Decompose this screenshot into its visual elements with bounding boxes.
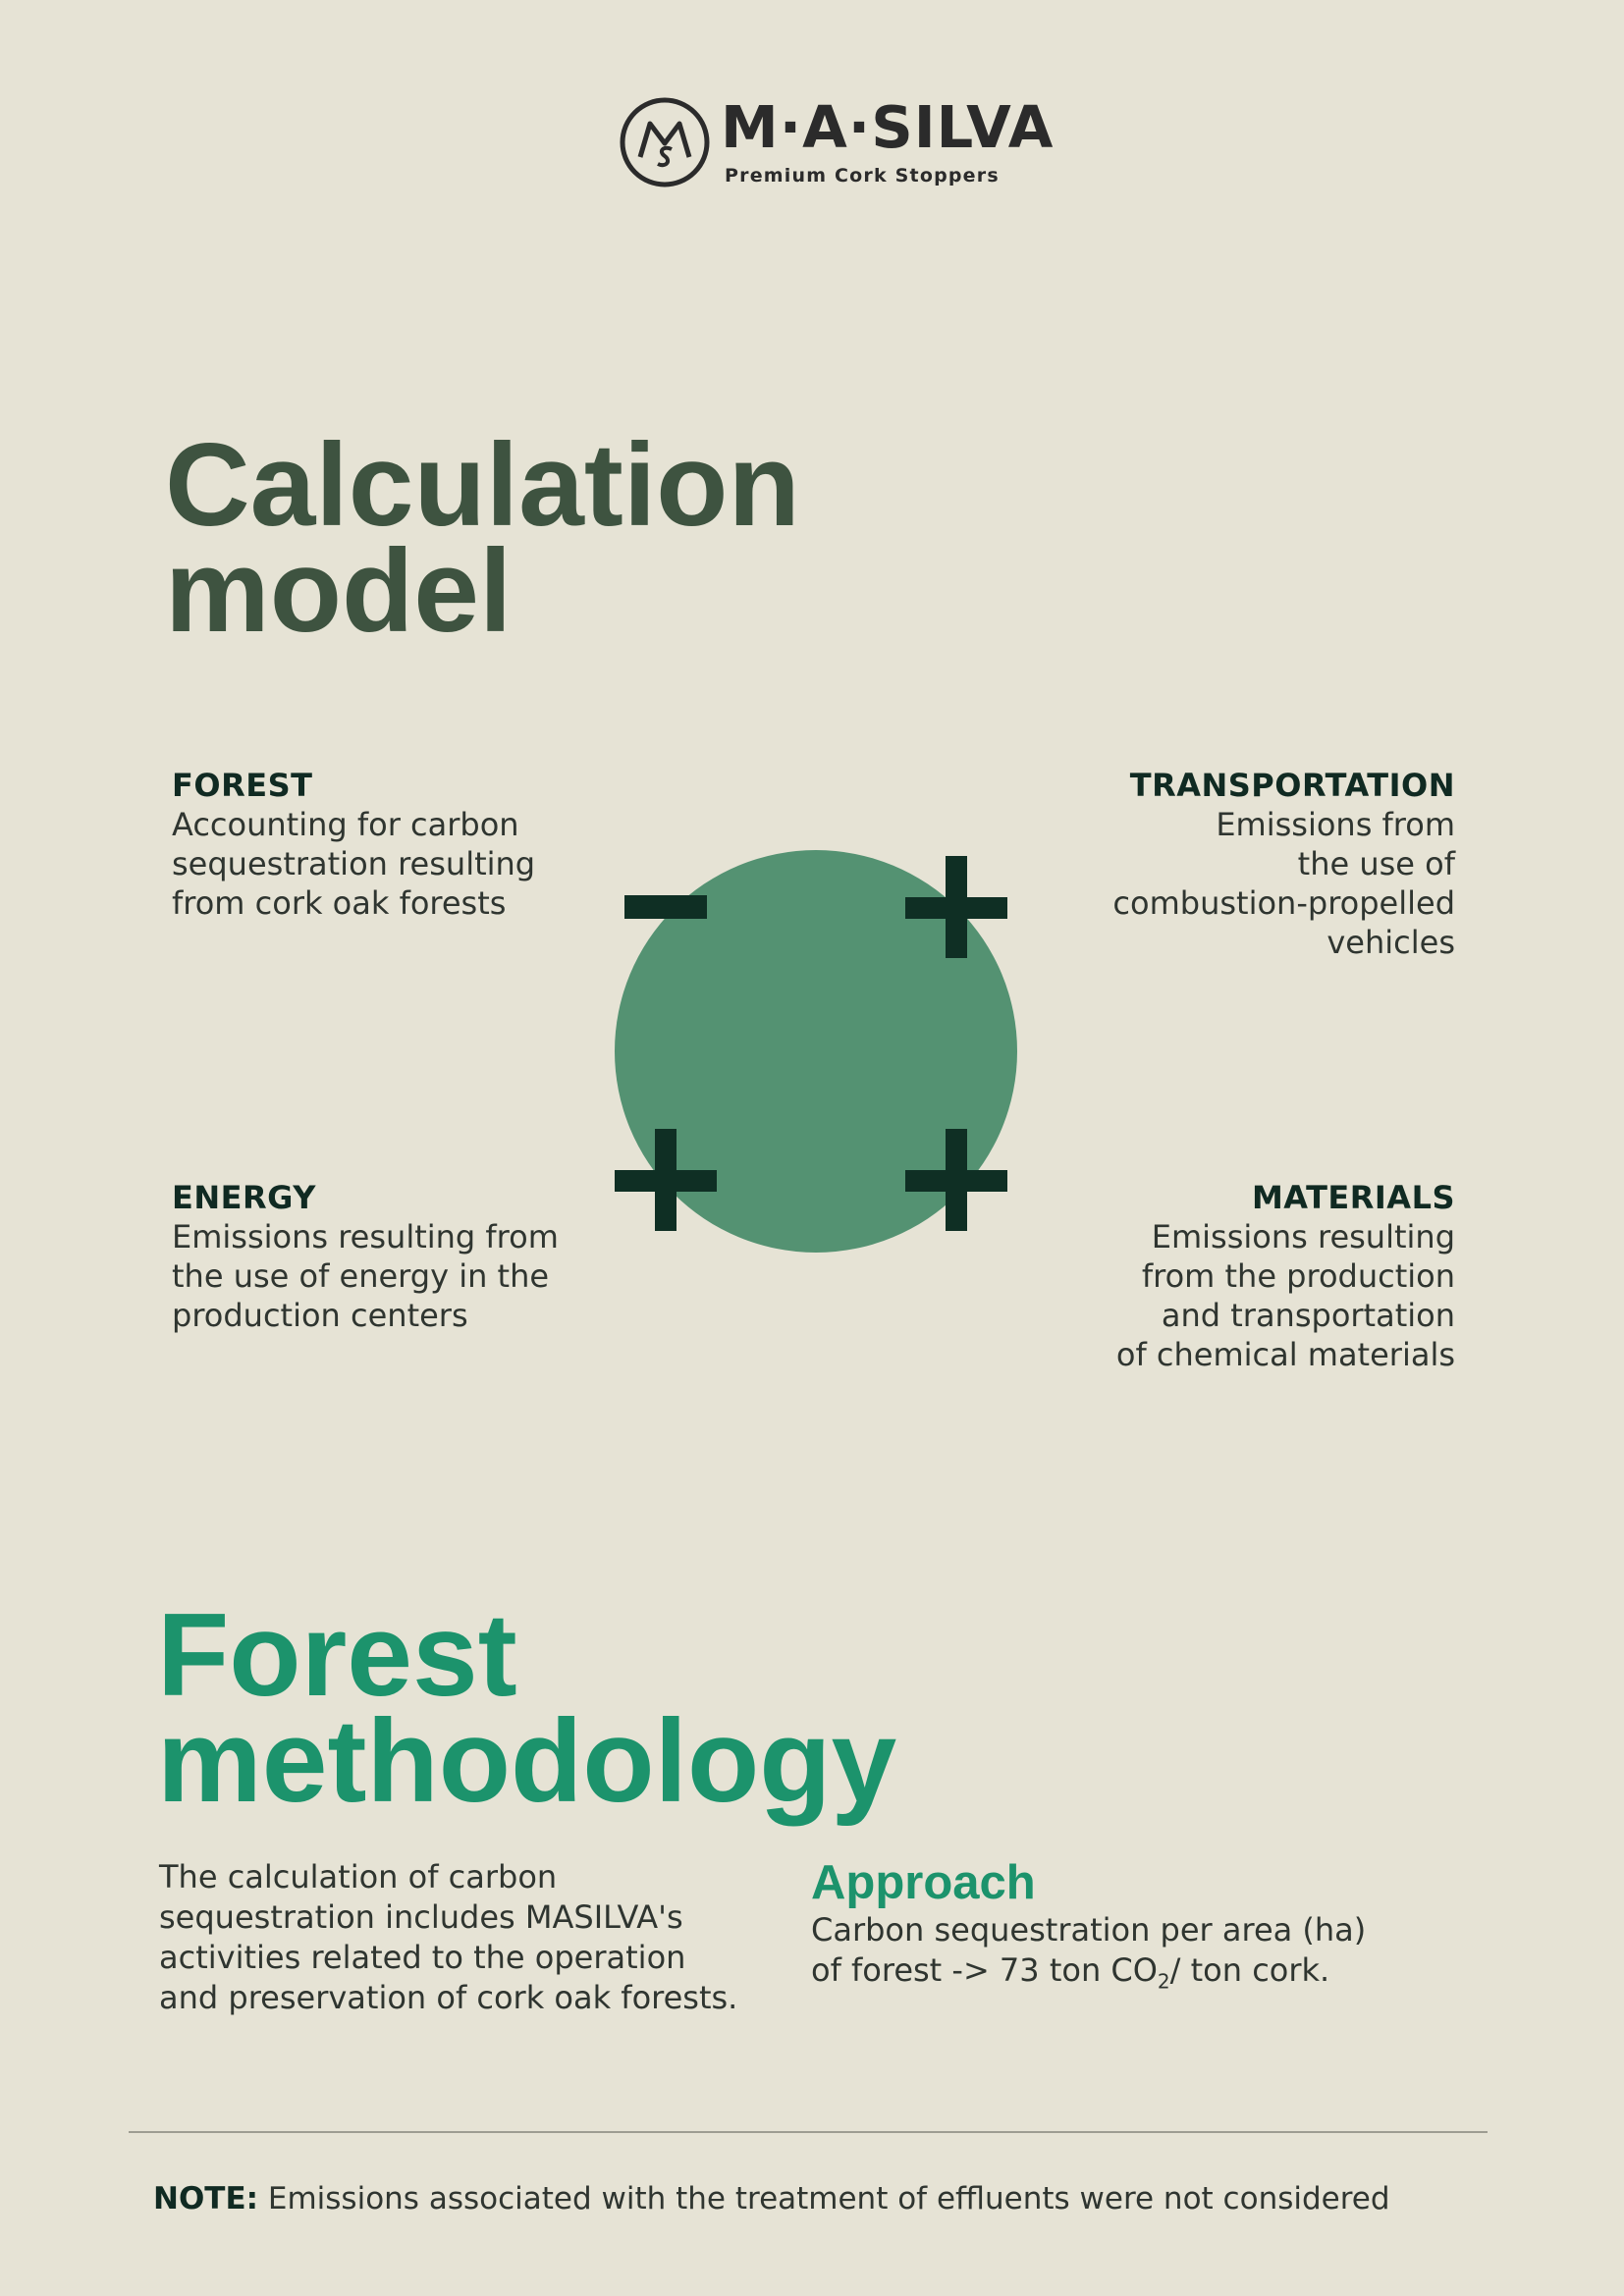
body-line: activities related to the operation [159, 1939, 686, 1976]
title-line: model [165, 525, 513, 657]
approach-line: Carbon sequestration per area (ha) [811, 1911, 1367, 1949]
transportation-label: TRANSPORTATION [1129, 767, 1455, 804]
masilva-monogram-icon [619, 96, 711, 188]
description-line: sequestration resulting [172, 845, 536, 882]
materials-block [984, 1178, 1455, 1374]
brand-name: M·A·SILVA [721, 93, 1055, 161]
brand-tagline: Premium Cork Stoppers [725, 165, 1000, 187]
description-line: Emissions from [1216, 806, 1455, 843]
plus-icon [905, 856, 1007, 958]
description-line: Emissions resulting [1151, 1218, 1455, 1255]
approach-title: Approach [811, 1856, 1036, 1909]
approach-text [811, 1910, 1420, 2002]
brand-logo [619, 93, 1055, 192]
approach-line-suffix: / ton cork. [1169, 1951, 1330, 1989]
description-line: and transportation [1161, 1297, 1455, 1334]
description-line: combustion-propelled [1112, 884, 1455, 922]
description-line: the use of [1297, 845, 1455, 882]
divider [129, 2131, 1488, 2133]
forest-label: FOREST [172, 767, 313, 804]
body-line: The calculation of carbon [159, 1858, 558, 1896]
description-line: the use of energy in the [172, 1257, 550, 1295]
approach-line [811, 1950, 1420, 2002]
minus-icon [624, 856, 727, 958]
footnote [153, 2181, 1528, 2216]
transportation-description [984, 805, 1455, 962]
forest-methodology-title [157, 1589, 897, 1827]
description-line: Accounting for carbon [172, 806, 519, 843]
title-line: Forest [157, 1589, 517, 1721]
body-line: and preservation of cork oak forests. [159, 1979, 738, 2016]
materials-label: MATERIALS [1251, 1179, 1455, 1216]
title-line: Calculation [165, 419, 800, 551]
description-line: Emissions resulting from [172, 1218, 559, 1255]
energy-description [172, 1217, 643, 1335]
title-line: methodology [157, 1695, 897, 1827]
approach-block [811, 1855, 1420, 2002]
calculation-model-title [165, 419, 800, 657]
forest-methodology-body [159, 1857, 787, 2018]
description-line: from cork oak forests [172, 884, 507, 922]
energy-block [172, 1178, 643, 1335]
co2-subscript: 2 [1157, 1969, 1170, 1994]
transportation-block [984, 766, 1455, 962]
forest-description [172, 805, 643, 923]
description-line: production centers [172, 1297, 468, 1334]
description-line: vehicles [1326, 924, 1455, 961]
energy-label: ENERGY [172, 1179, 316, 1216]
body-line: sequestration includes MASILVA's [159, 1898, 683, 1936]
approach-line-prefix: of forest -> 73 ton CO [811, 1951, 1158, 1989]
plus-icon [905, 1129, 1007, 1231]
materials-description [984, 1217, 1455, 1374]
description-line: from the production [1141, 1257, 1455, 1295]
forest-block [172, 766, 643, 923]
plus-icon [615, 1129, 717, 1231]
description-line: of chemical materials [1115, 1336, 1455, 1373]
note-label: NOTE: [153, 2181, 259, 2216]
note-text: Emissions associated with the treatment of effluents were not considered [258, 2181, 1390, 2216]
